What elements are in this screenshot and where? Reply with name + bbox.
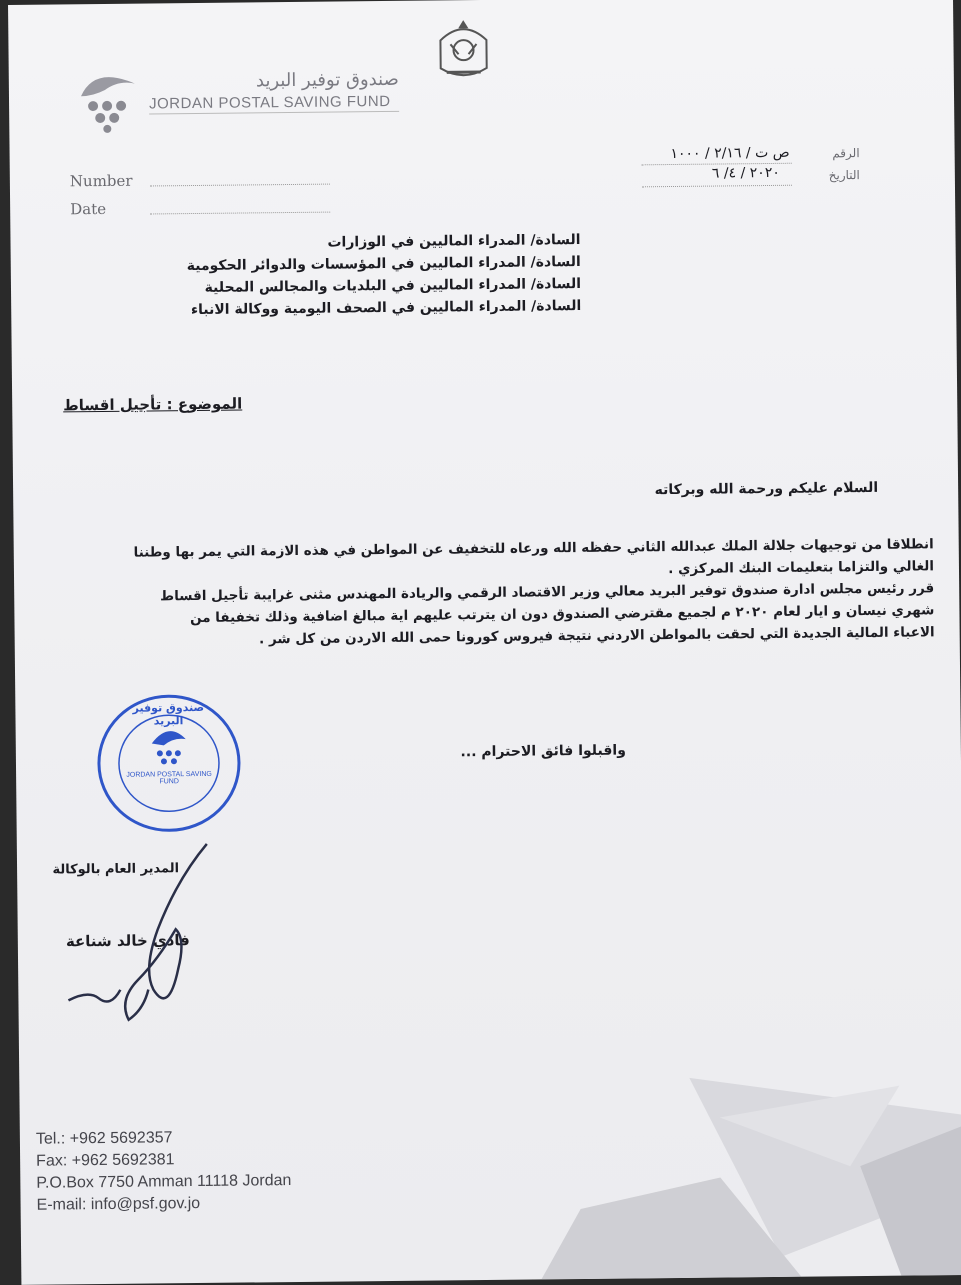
signatory-title: المدير العام بالوكالة <box>52 861 180 878</box>
handwritten-signature-icon <box>57 839 219 1031</box>
letter-body <box>54 533 935 652</box>
body-line: شهري نيسان و ايار لعام ٢٠٢٠ م لجميع مقترضي الصندوق دون ان يترتب عليهم اية مبالغ اضافية وذلك تخفيفا من <box>189 602 935 627</box>
recipient-line: السادة/ المدراء الماليين في الوزارات <box>327 231 581 251</box>
closing-line: واقبلوا فائق الاحترام ... <box>460 742 626 761</box>
reference-value: ص ت / ٢/١٦ / ١٠٠٠ <box>670 144 790 163</box>
footer-tel: Tel.: +962 5692357 <box>35 1129 173 1148</box>
reference-label: الرقم <box>832 146 860 161</box>
recipients-block <box>170 229 581 321</box>
signatory-name: فادي خالد شناعة <box>65 931 190 951</box>
footer-fax: Fax: +962 5692381 <box>36 1151 175 1170</box>
stamp-arabic-text: صندوق توفير البريد <box>132 700 205 728</box>
number-label: Number <box>69 171 133 191</box>
date-field-line <box>150 212 330 215</box>
stamp-english-text: JORDAN POSTAL SAVING FUND <box>126 770 212 786</box>
recipient-line: السادة/ المدراء الماليين في المؤسسات والدوائر الحكومية <box>186 253 581 275</box>
date-label-arabic: التاريخ <box>828 168 860 183</box>
footer-pobox: P.O.Box 7750 Amman 11118 Jordan <box>36 1172 292 1192</box>
date-line <box>642 185 792 188</box>
jordan-coat-of-arms-icon <box>428 14 499 85</box>
letter-page <box>8 0 961 1285</box>
official-stamp <box>93 691 245 838</box>
footer-contact <box>36 1126 292 1217</box>
body-line: انطلاقا من توجيهات جلالة الملك عبدالله الثاني حفظه الله ورعاه للتخفيف عن المواطن في هذه الازمة التي يمر بها وطننا <box>133 536 934 561</box>
logo-arabic-text: صندوق توفير البريد <box>255 68 399 92</box>
recipient-line: السادة/ المدراء الماليين في الصحف اليومية ووكالة الانباء <box>190 297 582 319</box>
body-line: الغالي والتزاما بتعليمات البنك المركزي . <box>668 558 935 578</box>
logo-english-text: JORDAN POSTAL SAVING FUND <box>148 92 391 113</box>
date-value: ٢٠٢٠ / ٤/ ٦ <box>711 164 780 182</box>
body-line: قرر رئيس مجلس ادارة صندوق توفير البريد معالي وزير الاقتصاد الرقمي والريادة المهندس مثنى غرايبة تأجيل اقساط <box>160 580 935 605</box>
greeting: السلام عليكم ورحمة الله وبركاته <box>654 479 879 499</box>
footer-email: E-mail: info@psf.gov.jo <box>36 1195 201 1214</box>
body-line: الاعباء المالية الجديدة التي لحقت بالمواطن الاردني نتيجة فيروس كورونا حمى الله الاردن من كل شر . <box>259 624 935 648</box>
psf-logo-icon <box>75 66 142 137</box>
date-label: Date <box>70 199 107 219</box>
number-field-line <box>150 184 330 187</box>
subject-line: الموضوع : تأجيل اقساط <box>63 394 243 415</box>
recipient-line: السادة/ المدراء الماليين في البلديات والمجالس المحلية <box>204 275 582 296</box>
